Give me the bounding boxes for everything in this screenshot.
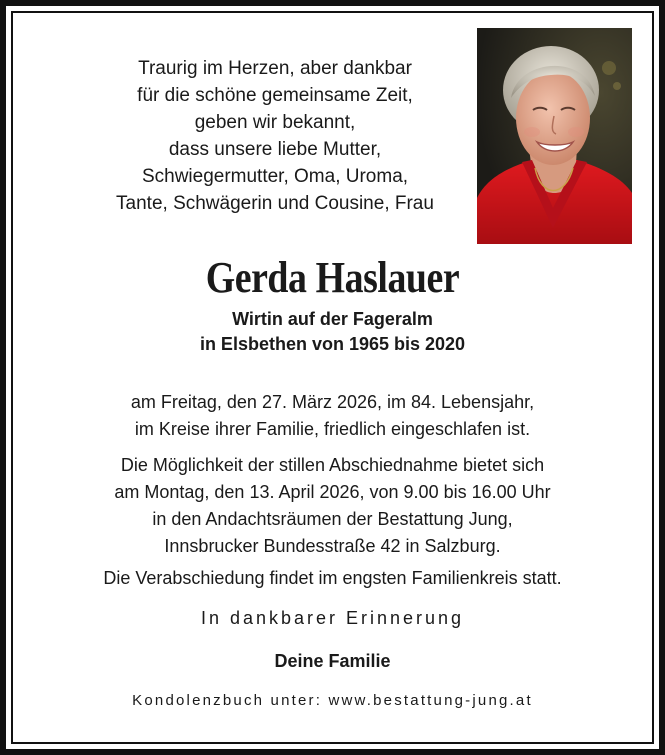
intro-line: geben wir bekannt, (194, 112, 356, 133)
occupation-subtitle (0, 307, 665, 357)
farewell-details-paragraph (0, 452, 665, 560)
intro-line: dass unsere liebe Mutter, (168, 139, 382, 160)
paragraph-line: in den Andachtsräumen der Bestattung Jung, (152, 509, 513, 529)
intro-line: Schwiegermutter, Oma, Uroma, (141, 166, 409, 187)
subtitle-line: Wirtin auf der Fageralm (232, 309, 433, 329)
subtitle-line: in Elsbethen von 1965 bis 2020 (199, 334, 466, 354)
paragraph-line: am Freitag, den 27. März 2026, im 84. Lebensjahr, (130, 392, 535, 412)
paragraph-line: im Kreise ihrer Familie, friedlich eingeschlafen ist. (134, 419, 531, 439)
intro-text (60, 55, 490, 217)
family-signature: Deine Familie (274, 651, 391, 671)
portrait-photo (477, 28, 632, 244)
deceased-name: Gerda Haslauer (205, 253, 460, 302)
remembrance-line: In dankbarer Erinnerung (200, 608, 465, 628)
paragraph-line: Die Verabschiedung findet im engsten Familienkreis statt. (103, 568, 562, 588)
private-ceremony-note (0, 565, 665, 592)
intro-line: Tante, Schwägerin und Cousine, Frau (116, 193, 434, 214)
intro-line: Traurig im Herzen, aber dankbar (138, 58, 412, 79)
intro-line: für die schöne gemeinsame Zeit, (137, 85, 413, 106)
paragraph-line: am Montag, den 13. April 2026, von 9.00 bis 16.00 Uhr (114, 482, 551, 502)
death-announcement-paragraph (0, 389, 665, 443)
condolence-book-link[interactable]: Kondolenzbuch unter: www.bestattung-jung.at (132, 692, 533, 709)
paragraph-line: Innsbrucker Bundesstraße 42 in Salzburg. (164, 536, 501, 556)
paragraph-line: Die Möglichkeit der stillen Abschiednahme bietet sich (120, 455, 545, 475)
